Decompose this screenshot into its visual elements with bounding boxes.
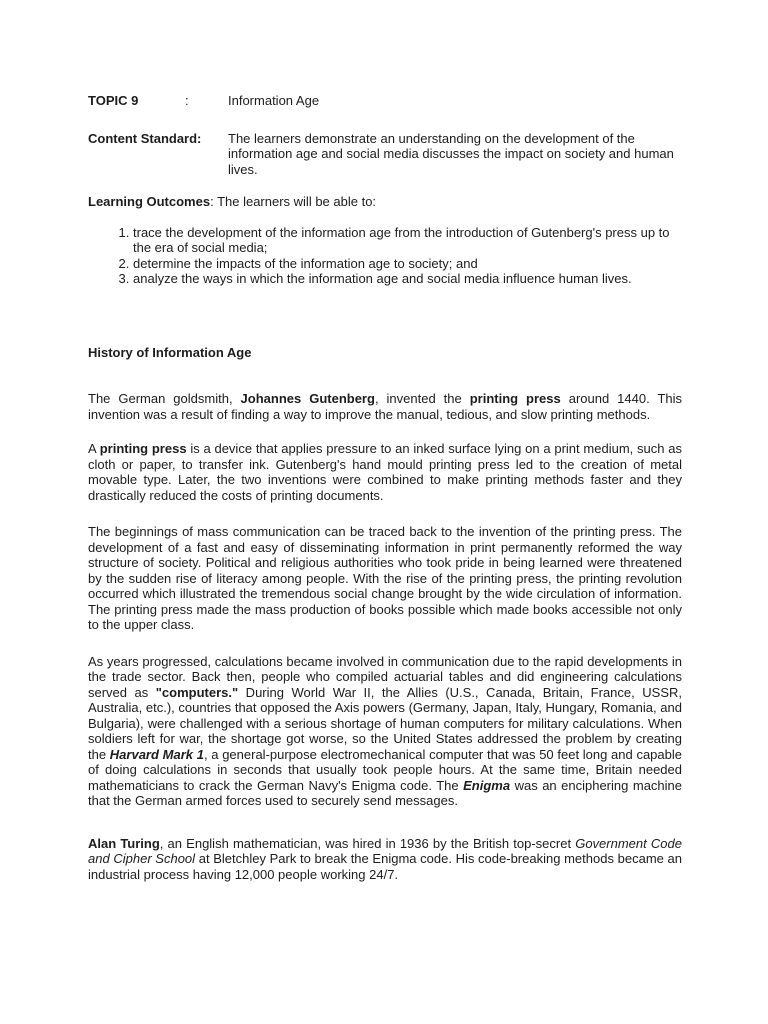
- learning-outcomes-list: [88, 225, 682, 287]
- content-standard-text: The learners demonstrate an understanding on the development of the information age and social media discusses the impact on society and human lives.: [228, 130, 674, 177]
- paragraph-alan-turing: [88, 836, 682, 883]
- text-segment: was an enciphering machine that the German armed forces used to securely send messages.: [88, 777, 682, 808]
- learning-outcome-item: 1. trace the development of the information age from the introduction of Gutenberg's press up to the era of social media;: [133, 225, 682, 256]
- learning-outcome-item: 3. analyze the ways in which the information age and social media influence human lives.: [133, 271, 682, 287]
- text-segment: : The learners will be able to:: [210, 194, 377, 209]
- text-segment: Enigma: [463, 777, 511, 793]
- text-segment: A: [88, 441, 100, 456]
- learning-outcomes-line: [88, 194, 682, 210]
- text-segment: "computers.": [155, 684, 239, 700]
- section-heading: History of Information Age: [88, 344, 252, 360]
- paragraph-gutenberg: [88, 391, 682, 422]
- content-standard-label: Content Standard:: [88, 130, 202, 146]
- text-segment: Johannes Gutenberg: [240, 391, 375, 406]
- text-segment: Alan Turing: [88, 835, 160, 851]
- topic-row: [88, 93, 682, 109]
- text-segment: During World War II, the Allies (U.S., Canada, Britain, France, USSR, Australia, etc.), countries that opposed the Axis powers (Germany, Japan, Italy, Hungary, Romania, and Bulgaria), were challenged with a serious shortage of human computers for military calculations. When soldiers left for war, the shortage got worse, so the United States addressed the problem by creating the: [88, 684, 682, 762]
- text-segment: The beginnings of mass communication can be traced back to the invention of the printing press. The development of a fast and easy of disseminating information in print permanently reformed the way structure of society. Political and religious authorities who took pride in being learned were threatened by the sudden rise of literacy among people. With the rise of the printing press, the printing revolution occurred which illustrated the tremendous social change brought by the wide circulation of information. The printing press made the mass production of books possible which made books accessible not only to the upper class.: [88, 524, 682, 632]
- learning-outcome-item: 2. determine the impacts of the information age to society; and: [133, 256, 682, 272]
- content-standard-row: [88, 131, 682, 178]
- text-segment: at Bletchley Park to break the Enigma code. His code-breaking methods became an industrial process having 12,000 people working 24/7.: [88, 851, 682, 882]
- topic-title: Information Age: [228, 93, 320, 108]
- text-segment: , invented the: [374, 391, 470, 406]
- text-segment: As years progressed, calculations became involved in communication due to the rapid developments in the trade sector. Back then, people who compiled actuarial tables and did engineering calculations served as: [88, 653, 682, 700]
- paragraph-printing-press: [88, 441, 682, 503]
- text-segment: is a device that applies pressure to an inked surface lying on a print medium, such as cloth or paper, to transfer ink. Gutenberg's hand mould printing press led to the creation of metal movable type. Later, the two inventions were combined to make printing methods faster and they drastically reduced the costs of printing documents.: [88, 441, 682, 503]
- text-segment: The German goldsmith,: [88, 391, 241, 406]
- topic-separator: :: [185, 93, 189, 108]
- text-segment: Harvard Mark 1: [109, 746, 204, 762]
- topic-label: TOPIC 9: [88, 93, 139, 108]
- text-segment: , a general-purpose electromechanical computer that was 50 feet long and capable of doing calculations in seconds that usually took people hours. At the same time, Britain needed mathematicians to crack the German Navy's Enigma code. The: [88, 746, 682, 793]
- paragraph-mass-communication: [88, 524, 682, 633]
- text-segment: around 1440. This invention was a result of finding a way to improve the manual, tedious, and slow printing methods.: [88, 391, 683, 422]
- text-segment: printing press: [469, 391, 561, 406]
- text-segment: printing press: [99, 441, 187, 456]
- text-segment: Government Code and Cipher School: [88, 835, 682, 866]
- text-segment: Learning Outcomes: [88, 194, 211, 209]
- text-segment: , an English mathematician, was hired in 1936 by the British top-secret: [159, 835, 576, 851]
- paragraph-computers-wwii: [88, 654, 682, 809]
